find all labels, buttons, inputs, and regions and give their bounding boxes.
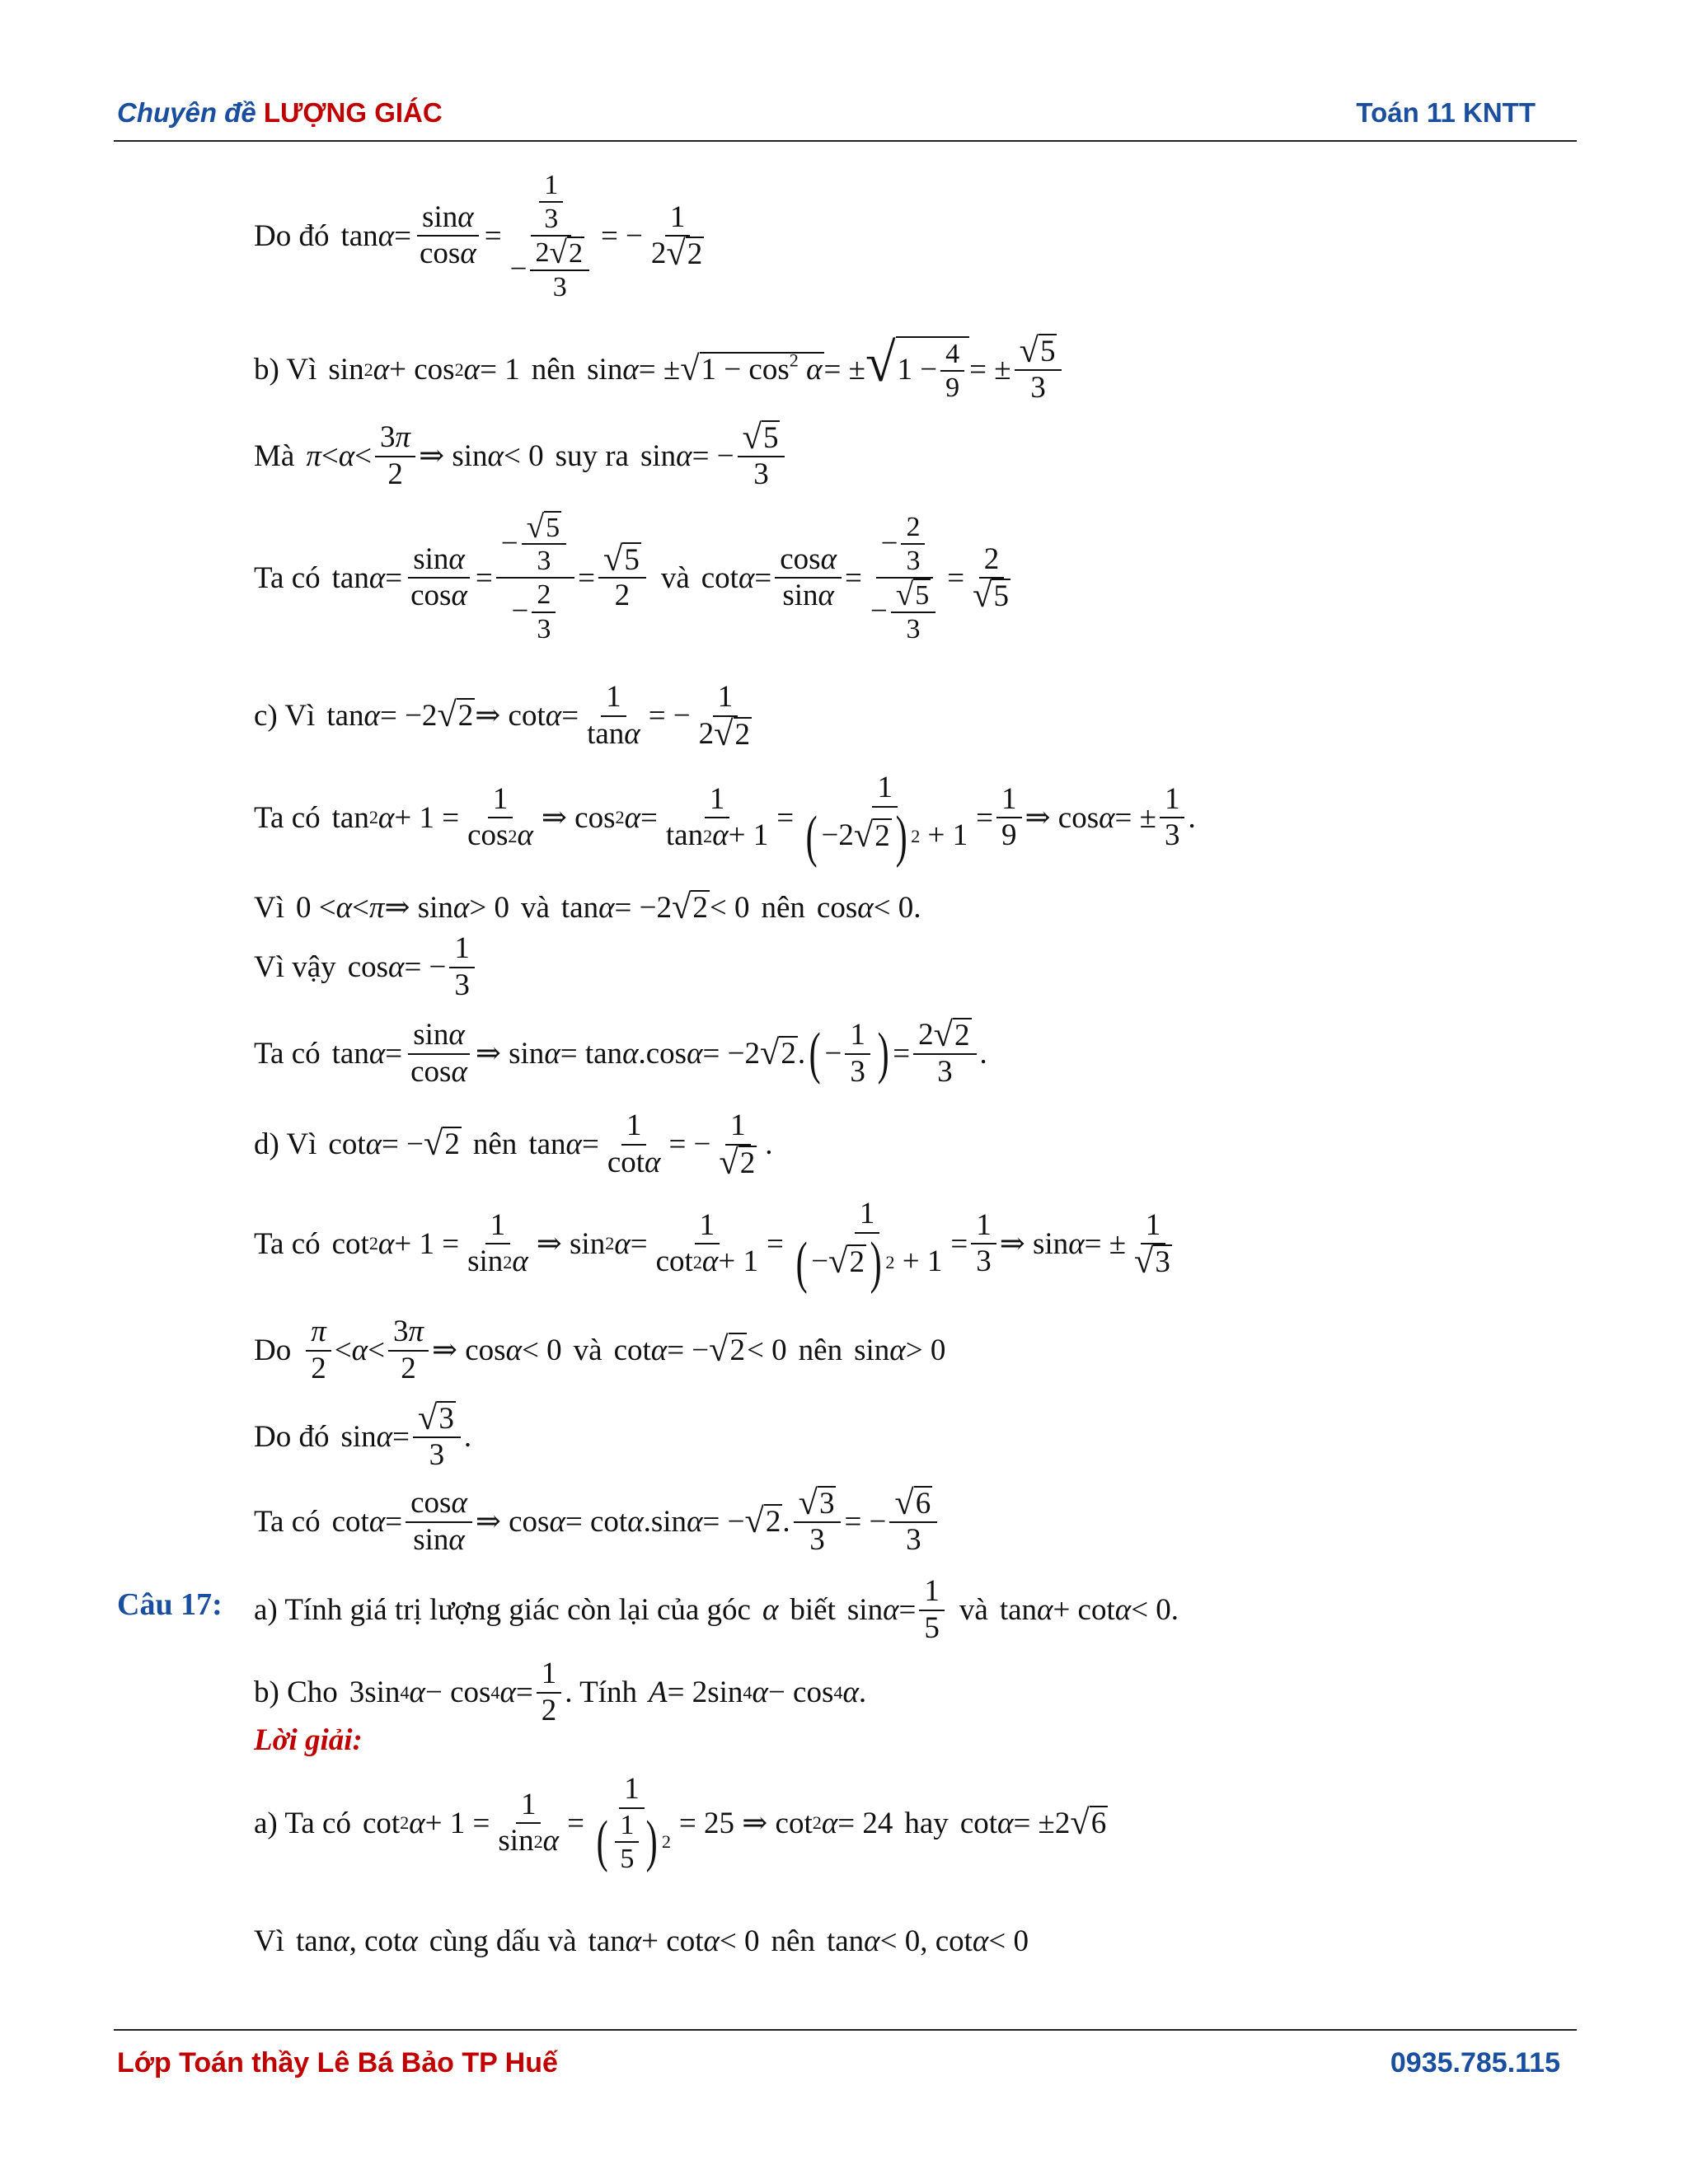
eq-17a-sign: Vì tan α , cot α cùng dấu và tan α + cot α < 0 nên tan α < 0, cot α < 0 — [254, 1924, 1029, 1958]
eq-d-cos: Ta có cot α = cos α sin α ⇒ cos α = cot α .sin α = − √ 2 . √ 3 3 = − √ 6 3 — [254, 1486, 940, 1558]
header-left — [117, 97, 443, 129]
question-part-a-text: a) Tính giá trị lượng giác còn lại của góc — [254, 1593, 751, 1628]
eq-c-sin: Ta có tan α = sin α cos α ⇒ sin α = tan α .cos α = −2 √ 2 . ( − 1 3 ) = 2 √ 2 3 . — [254, 1015, 987, 1089]
eq-c-cos: Vì vậy cos α = − 1 3 — [254, 931, 478, 1003]
label-va: và — [959, 1593, 988, 1628]
footer-left: Lớp Toán thầy Lê Bá Bảo TP Huế — [117, 2047, 558, 2079]
eq-d-tan: d) Vì cot α = − √ 2 nên tan α = 1 cot α = − 1 √ 2 . — [254, 1108, 773, 1182]
eq-b-sin: b) Vì sin 2 α + cos 2 α = 1 nên sin α = ± √ $1 - \cos^2 \alpha$ = ± √ 1 − 4 9 = ± √ 5 3 — [254, 334, 1065, 405]
header-subject-prefix: Chuyên đề — [117, 97, 264, 128]
label-d-vi: d) Vì — [254, 1127, 317, 1162]
label-c-vi: c) Vì — [254, 699, 316, 733]
label-nen: nên — [798, 1333, 843, 1368]
label-va: và — [520, 890, 550, 925]
label-ta-co: Ta có — [254, 1226, 321, 1261]
label-ta-co: Ta có — [254, 1037, 321, 1071]
header-right: Toán 11 KNTT — [1356, 97, 1536, 128]
label-vi: Vì — [254, 1924, 284, 1958]
header-rule — [114, 140, 1577, 142]
label-nen: nên — [761, 890, 805, 925]
eq-d-sign: Do π 2 < α < 3 π 2 ⇒ cos α < 0 và cot α = − √ 2 < 0 nên sin α > 0 — [254, 1315, 946, 1385]
label-va: và — [573, 1333, 603, 1368]
label-do-do: Do đó — [254, 1420, 330, 1455]
eq-ma: Mà π < α < 3 π 2 ⇒ sin α < 0 suy ra sin α = − √ 5 3 — [254, 420, 788, 492]
question-label: Câu 17: — [117, 1587, 223, 1622]
eq-d-sin: Do đó sin α = √ 3 3 . — [254, 1399, 472, 1472]
label-cung-dau: cùng dấu và — [429, 1924, 577, 1958]
header-topic: LƯỢNG GIÁC — [263, 97, 443, 128]
label-ta-co: Ta có — [254, 800, 321, 835]
label-ta-co: Ta có — [254, 560, 321, 595]
eq-17a-cot: a) Ta có cot 2 α + 1 = 1 sin 2 α = 1 ( 1 5 ) 2 = 25 ⇒ cot 2 α = 24 hay cot α = ±2 √ 6 — [254, 1772, 1107, 1874]
eq-c-cos-sq: Ta có tan 2 α + 1 = 1 cos 2 α ⇒ cos 2 α = 1 tan 2 α + 1 = 1 ( −2 √ 2 ) 2 + 1 = 1 9 ⇒ cos α = ± 1 3 . — [254, 771, 1196, 869]
question-part-a: a) Tính giá trị lượng giác còn lại của góc α biết sin α = 1 5 và tan α + cot α < 0. — [254, 1574, 1179, 1645]
label-do-do: Do đó — [254, 218, 330, 253]
question-part-b: b) Cho 3sin 4 α − cos 4 α = 1 2 . Tính A = 2sin 4 α − cos 4 α . — [254, 1657, 867, 1727]
footer-rule — [114, 2029, 1577, 2031]
eq-tan-a: Do đó tan α = sin α cos α = 1 3 − 2 √ 2 3 = − 1 2 √ 2 — [254, 170, 703, 302]
label-va: và — [660, 560, 690, 595]
label-biet: biết — [790, 1593, 836, 1628]
label-hay: hay — [904, 1806, 949, 1840]
label-nen: nên — [531, 353, 576, 387]
eq-tan-cot-b: Ta có tan α = sin α cos α = − √ 5 3 − 2 3 = √ 5 2 và cot α = cos α sin α = − 2 3 − √ 5 3 = 2 √ 5 — [254, 509, 1009, 644]
solution-heading: Lời giải: — [254, 1723, 363, 1757]
label-ma: Mà — [254, 439, 295, 474]
label-b-vi: b) Vì — [254, 353, 317, 387]
eq-d-sin-sq: Ta có cot 2 α + 1 = 1 sin 2 α ⇒ sin 2 α = 1 cot 2 α + 1 = 1 ( − √ 2 ) 2 + 1 = 1 3 ⇒ sin α = ± 1 √ 3 — [254, 1197, 1170, 1295]
question-part-b-prefix: b) Cho — [254, 1675, 338, 1710]
label-nen: nên — [771, 1924, 815, 1958]
footer-phone: 0935.785.115 — [1390, 2047, 1560, 2079]
label-vi-vay: Vì vậy — [254, 950, 336, 985]
eq-c-cot: c) Vì tan α = −2 √ 2 ⇒ cot α = 1 tan α = − 1 2 √ 2 — [254, 680, 751, 753]
eq-c-sign: Vì 0 < α < π ⇒ sin α > 0 và tan α = −2 √ 2 < 0 nên cos α < 0. — [254, 888, 921, 926]
label-suy-ra: suy ra — [555, 439, 629, 474]
label-tinh: . Tính — [565, 1675, 638, 1710]
label-ta-co: Ta có — [254, 1505, 321, 1540]
label-nen: nên — [472, 1127, 518, 1162]
label-do: Do — [254, 1333, 292, 1368]
label-a-ta-co: a) Ta có — [254, 1806, 351, 1840]
label-vi: Vì — [254, 890, 284, 925]
